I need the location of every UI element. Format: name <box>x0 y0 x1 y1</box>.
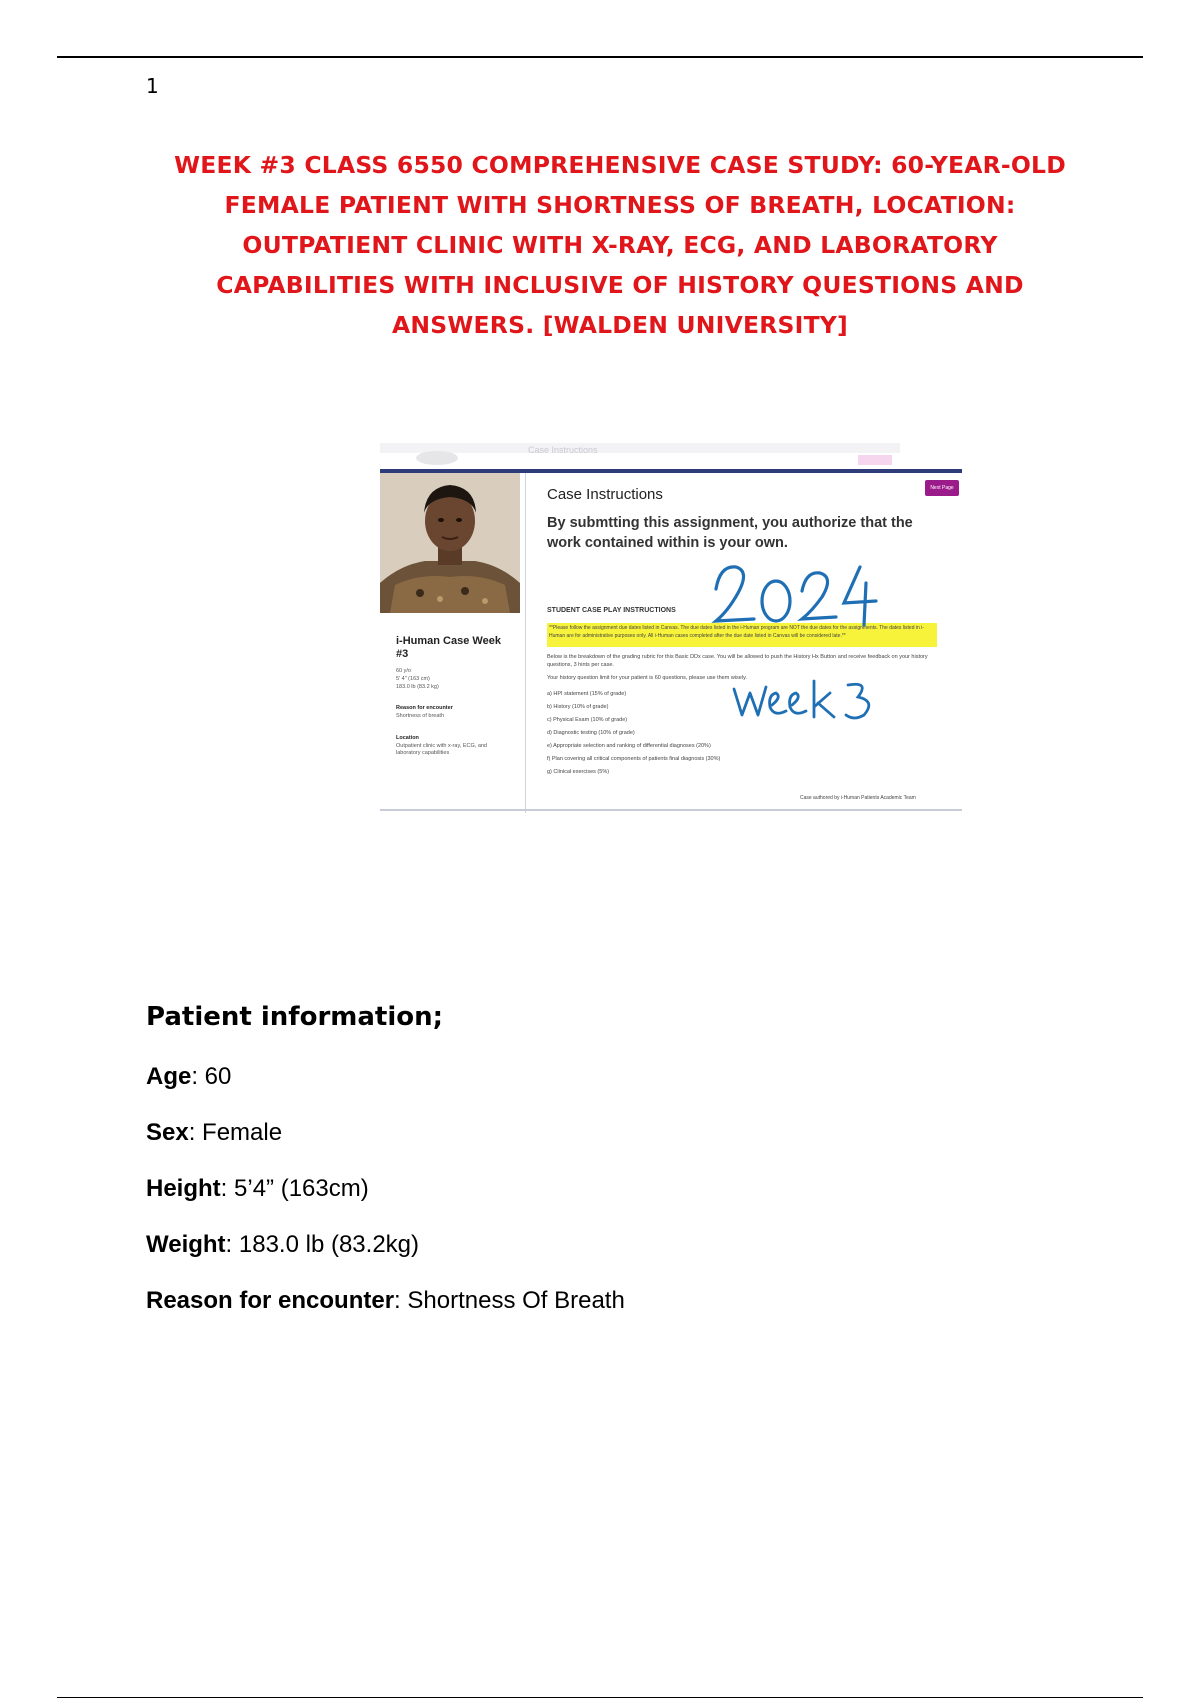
top-rule <box>57 56 1143 58</box>
handwritten-week <box>730 675 880 725</box>
field-value: : 183.0 lb (83.2kg) <box>225 1231 419 1258</box>
title-line: CAPABILITIES WITH INCLUSIVE OF HISTORY QUESTIONS AND <box>216 271 1024 299</box>
field-value: : Female <box>188 1119 283 1146</box>
instructions-heading: STUDENT CASE PLAY INSTRUCTIONS <box>547 607 676 614</box>
case-instructions-title: Case Instructions <box>547 486 663 503</box>
case-screenshot <box>380 443 962 813</box>
bottom-rule <box>57 1697 1143 1698</box>
ghost-header <box>380 443 900 453</box>
field-label: Reason for encounter <box>146 1287 395 1314</box>
sidebar-detail: 5' 4" (163 cm) <box>396 676 430 682</box>
field-label: Weight <box>146 1231 226 1258</box>
rubric-item: e) Appropriate selection and ranking of differential diagnoses (20%) <box>547 743 711 749</box>
case-author-footer: Case authored by i-Human Patients Academic Team <box>800 795 916 801</box>
patient-weight <box>146 1231 419 1259</box>
patient-age <box>146 1063 231 1091</box>
patient-sex <box>146 1119 282 1147</box>
field-value: : 5’4” (163cm) <box>220 1175 369 1202</box>
page-number: 1 <box>146 74 159 98</box>
patient-portrait-icon <box>380 473 520 613</box>
authorize-statement: By submtting this assignment, you authorize that the work contained within is your own. <box>547 515 913 551</box>
next-page-button: Next Page <box>925 480 959 496</box>
sidebar-location-value: Outpatient clinic with x-ray, ECG, and laboratory capabilities <box>396 743 487 756</box>
screenshot-bottom-border <box>380 809 962 811</box>
patient-info-heading: Patient information; <box>146 1002 444 1032</box>
handwritten-year <box>710 559 880 629</box>
rubric-item: a) HPI statement (15% of grade) <box>547 691 627 697</box>
sidebar-reason-label: Reason for encounter <box>396 705 453 711</box>
rubric-item: d) Diagnostic testing (10% of grade) <box>547 730 635 736</box>
rubric-item: f) Plan covering all critical components of patients final diagnosis (30%) <box>547 756 721 762</box>
patient-height <box>146 1175 369 1203</box>
field-label: Age <box>146 1063 192 1090</box>
field-label: Sex <box>146 1119 189 1146</box>
ghost-button <box>858 455 892 465</box>
patient-reason <box>146 1287 625 1315</box>
field-value: : 60 <box>191 1063 232 1090</box>
rubric-item: g) Clinical exercises (5%) <box>547 769 610 775</box>
field-label: Height <box>146 1175 221 1202</box>
due-date-notice: **Please follow the assignment due dates listed in Canvas. The due dates listed in the i-Human program are NOT the due dates for the assignments. The dates listed in i-Human are for administrative purposes only. All i-Human cases completed after the due date listed in Canvas will be considered late.** <box>549 625 924 639</box>
sidebar-detail: 60 y/o <box>396 668 411 674</box>
sidebar-case-title: i-Human Case Week #3 <box>396 635 501 660</box>
ghost-header-text: Case Instructions <box>528 445 598 455</box>
rubric-item: b) History (10% of grade) <box>547 704 609 710</box>
sidebar-location-label: Location <box>396 735 419 741</box>
document-title <box>140 145 1100 345</box>
title-line: WEEK #3 CLASS 6550 COMPREHENSIVE CASE STUDY: 60-YEAR-OLD <box>174 151 1066 179</box>
rubric-item: c) Physical Exam (10% of grade) <box>547 717 628 723</box>
ghost-avatar <box>416 451 458 465</box>
title-line: FEMALE PATIENT WITH SHORTNESS OF BREATH, LOCATION: <box>224 191 1016 219</box>
sidebar-detail: 183.0 lb (83.2 kg) <box>396 684 439 690</box>
sidebar-reason-value: Shortness of breath <box>396 713 445 719</box>
patient-photo <box>380 473 520 613</box>
question-limit: Your history question limit for your patient is 60 questions, please use them wisely. <box>547 675 747 681</box>
grading-intro: Below is the breakdown of the grading rubric for this Basic DDx case. You will be allowed to push the History Hx Button and receive feedback on your history questions, 3 hints per case. <box>547 654 928 668</box>
title-line: ANSWERS. [WALDEN UNIVERSITY] <box>392 311 848 339</box>
title-line: OUTPATIENT CLINIC WITH X-RAY, ECG, AND LABORATORY <box>242 231 998 259</box>
field-value: : Shortness Of Breath <box>394 1287 625 1314</box>
